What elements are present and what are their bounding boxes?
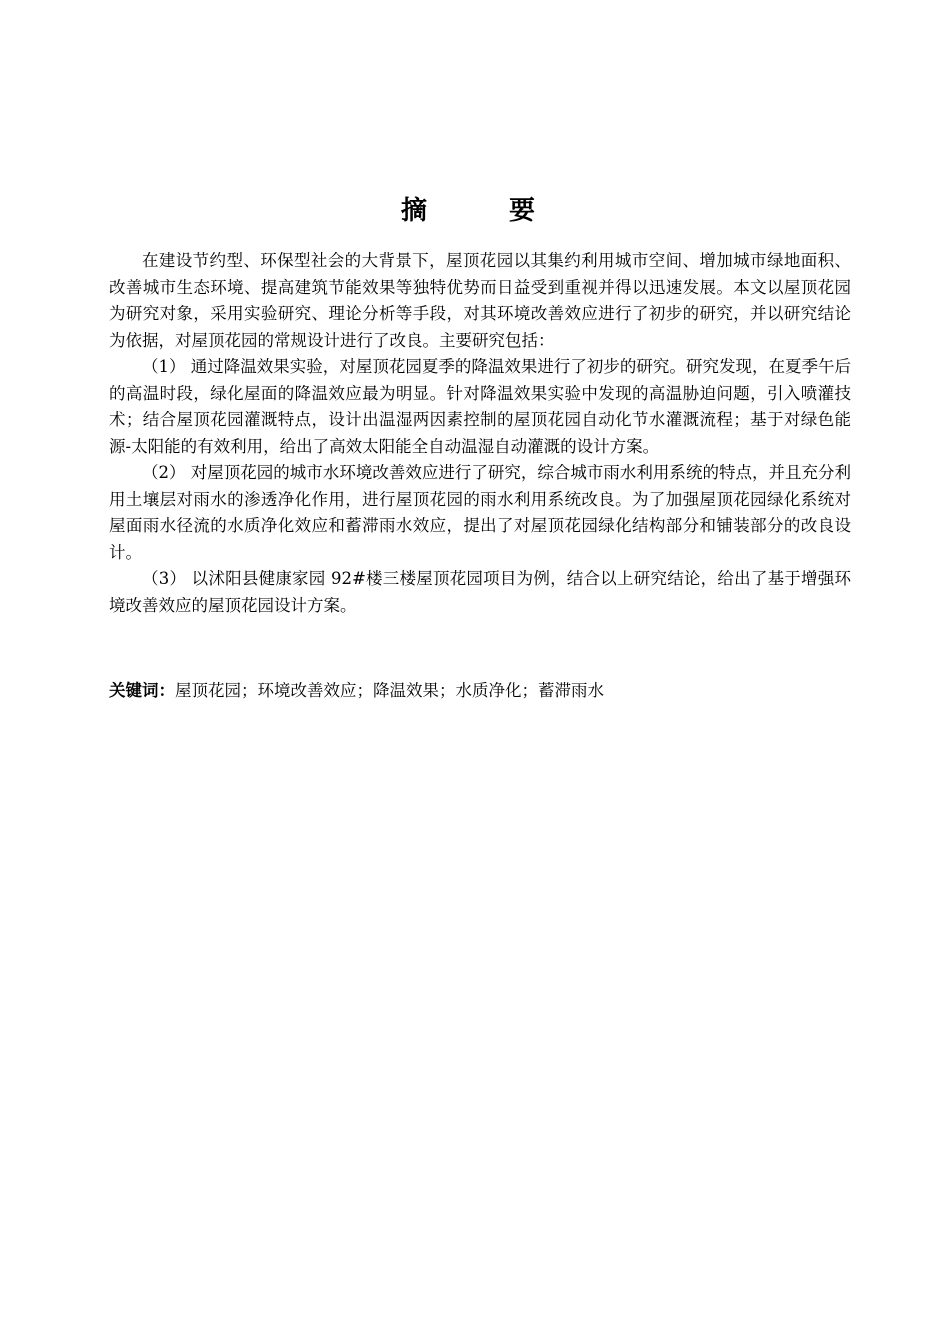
abstract-body (109, 248, 851, 619)
keywords-line (109, 678, 851, 705)
abstract-paragraph-2: （2） 对屋顶花园的城市水环境改善效应进行了研究，综合城市雨水利用系统的特点，并且充分利用土壤层对雨水的渗透净化作用，进行屋顶花园的雨水利用系统改良。为了加强屋顶花园绿化系统对屋面雨水径流的水质净化效应和蓄滞雨水效应，提出了对屋顶花园绿化结构部分和铺装部分的改良设计。 (109, 463, 851, 562)
keywords-text: 屋顶花园；环境改善效应；降温效果；水质净化；蓄滞雨水 (175, 681, 604, 700)
abstract-paragraph-3: （3） 以沭阳县健康家园 92#楼三楼屋顶花园项目为例，结合以上研究结论，给出了基于增强环境改善效应的屋顶花园设计方案。 (109, 569, 851, 615)
page-title: 摘 要 (400, 196, 563, 226)
abstract-paragraph-intro: 在建设节约型、环保型社会的大背景下，屋顶花园以其集约利用城市空间、增加城市绿地面积、改善城市生态环境、提高建筑节能效果等独特优势而日益受到重视并得以迅速发展。本文以屋顶花园为研究对象，采用实验研究、理论分析等手段，对其环境改善效应进行了初步的研究，并以研究结论为依据，对屋顶花园的常规设计进行了改良。主要研究包括： (109, 251, 851, 350)
keywords-label: 关键词： (109, 681, 175, 700)
abstract-paragraph-1: （1） 通过降温效果实验，对屋顶花园夏季的降温效果进行了初步的研究。研究发现，在夏季午后的高温时段，绿化屋面的降温效应最为明显。针对降温效果实验中发现的高温胁迫问题，引入喷灌技术；结合屋顶花园灌溉特点，设计出温湿两因素控制的屋顶花园自动化节水灌溉流程；基于对绿色能源-太阳能的有效利用，给出了高效太阳能全自动温湿自动灌溉的设计方案。 (109, 357, 851, 456)
